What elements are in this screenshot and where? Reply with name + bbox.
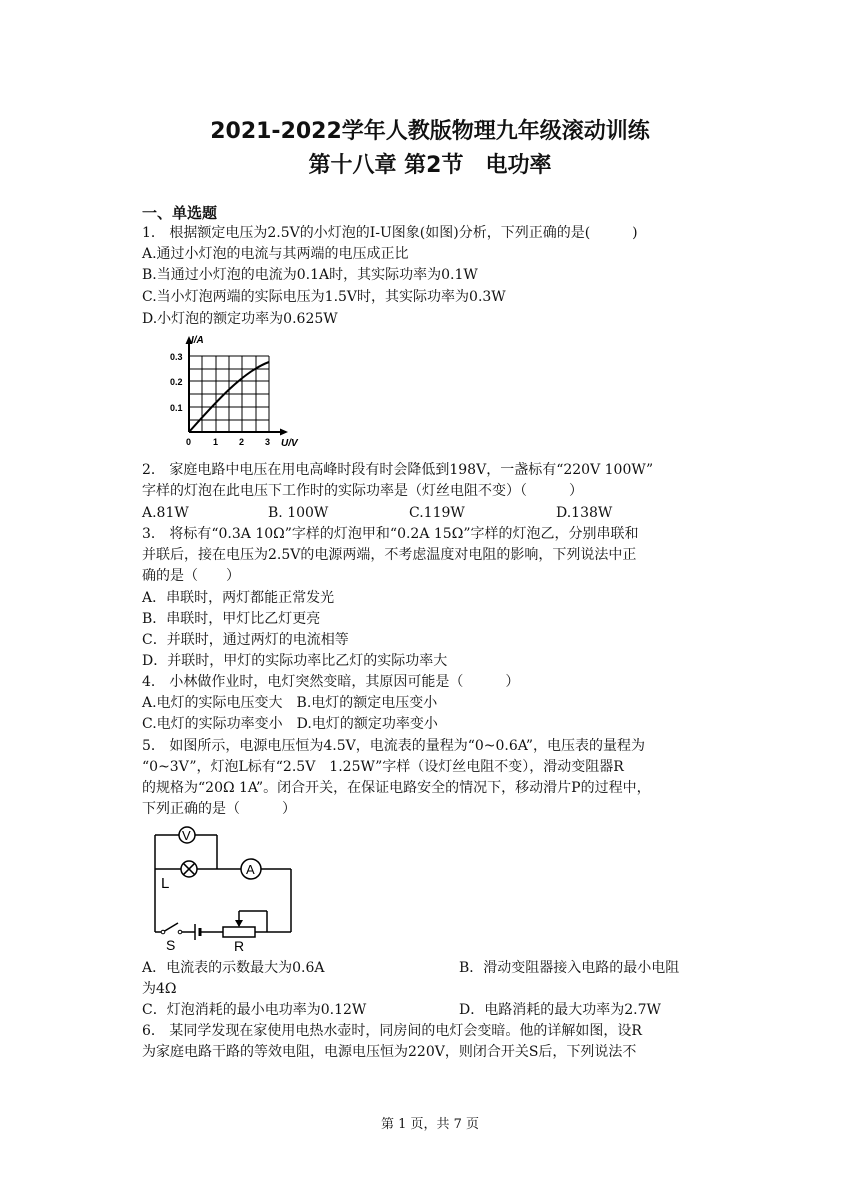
q1-option-b: B.当通过小灯泡的电流为0.1A时，其实际功率为0.1W (142, 267, 478, 283)
q3-stem: 3． 将标有“0.3A 10Ω”字样的灯泡甲和“0.2A 15Ω”字样的灯泡乙，分别串联和 (142, 526, 639, 542)
q1-option-d: D.小灯泡的额定功率为0.625W (142, 311, 338, 327)
x-tick: 0 (186, 437, 192, 447)
q2-option-c: C.119W (409, 505, 465, 521)
q5-stem: 5． 如图所示，电源电压恒为4.5V，电流表的量程为“0~0.6A”，电压表的量程为 (142, 738, 646, 754)
iu-graph (158, 332, 310, 450)
q4-options-cd: C.电灯的实际功率变小 D.电灯的额定功率变小 (142, 716, 438, 732)
q1-option-a: A.通过小灯泡的电流与其两端的电压成正比 (142, 246, 409, 262)
lamp-label: L (161, 875, 170, 892)
q5-option-a: A．电流表的示数最大为0.6A (142, 960, 325, 976)
q2-option-b: B. 100W (268, 505, 329, 521)
q3-stem-cont: 确的是（ ） (142, 568, 240, 584)
q6-stem: 6． 某同学发现在家使用电热水壶时，同房间的电灯会变暗。他的详解如图，设R (142, 1023, 642, 1039)
q4-stem: 4． 小林做作业时，电灯突然变暗，其原因可能是（ ） (142, 674, 520, 690)
q2-option-a: A.81W (142, 505, 189, 521)
q3-stem-cont: 并联后，接在电压为2.5V的电源两端，不考虑温度对电阻的影响，下列说法中正 (142, 547, 637, 563)
page-footer: 第 1 页，共 7 页 (380, 1117, 480, 1132)
y-tick: 0.1 (170, 403, 183, 413)
x-tick: 1 (213, 437, 219, 447)
q3-option-d: D．并联时，甲灯的实际功率比乙灯的实际功率大 (142, 653, 448, 669)
y-axis-label: I/A (191, 335, 204, 346)
q6-stem-cont: 为家庭电路干路的等效电阻，电源电压恒为220V，则闭合开关S后，下列说法不 (142, 1044, 637, 1060)
section-heading: 一、单选题 (142, 204, 218, 222)
q5-option-b-cont: 为4Ω (142, 981, 177, 997)
q2-stem: 2． 家庭电路中电压在用电高峰时段有时会降低到198V，一盏标有“220V 100W” (142, 462, 654, 478)
q2-option-d: D.138W (556, 505, 613, 521)
voltmeter-label: V (182, 828, 191, 843)
circuit-diagram (140, 820, 300, 955)
q5-stem-cont: 的规格为“20Ω 1A”。闭合开关，在保证电路安全的情况下，移动滑片P的过程中， (142, 780, 651, 796)
q1-option-c: C.当小灯泡两端的实际电压为1.5V时，其实际功率为0.3W (142, 289, 506, 305)
q4-options-ab: A.电灯的实际电压变大 B.电灯的额定电压变小 (142, 695, 438, 711)
q1-stem: 1． 根据额定电压为2.5V的小灯泡的I-U图象(如图)分析，下列正确的是( ) (142, 225, 638, 241)
q2-stem-cont: 字样的灯泡在此电压下工作时的实际功率是（灯丝电阻不变）（ ） (142, 483, 583, 499)
y-tick: 0.3 (170, 352, 183, 362)
title-line-1: 2021-2022学年人教版物理九年级滚动训练 (210, 119, 650, 144)
q5-stem-cont: “0~3V”，灯泡L标有“2.5V 1.25W”字样（设灯丝电阻不变），滑动变阻器R (142, 759, 624, 775)
title-line-2: 第十八章 第2节 电功率 (308, 153, 552, 178)
q5-option-b: B．滑动变阻器接入电路的最小电阻 (459, 960, 680, 976)
x-tick: 3 (265, 437, 271, 447)
ammeter-label: A (246, 862, 255, 877)
y-tick: 0.2 (170, 377, 183, 387)
q3-option-c: C．并联时，通过两灯的电流相等 (142, 632, 349, 648)
q5-stem-cont: 下列正确的是（ ） (142, 801, 296, 817)
x-tick: 2 (239, 437, 245, 447)
q3-option-b: B．串联时，甲灯比乙灯更亮 (142, 611, 321, 627)
q5-option-c: C．灯泡消耗的最小电功率为0.12W (142, 1002, 367, 1018)
x-axis-label: U/V (281, 438, 298, 449)
switch-label: S (166, 937, 176, 953)
rheostat-label: R (234, 938, 245, 954)
q3-option-a: A．串联时，两灯都能正常发光 (142, 590, 335, 606)
q5-option-d: D．电路消耗的最大功率为2.7W (459, 1002, 661, 1018)
